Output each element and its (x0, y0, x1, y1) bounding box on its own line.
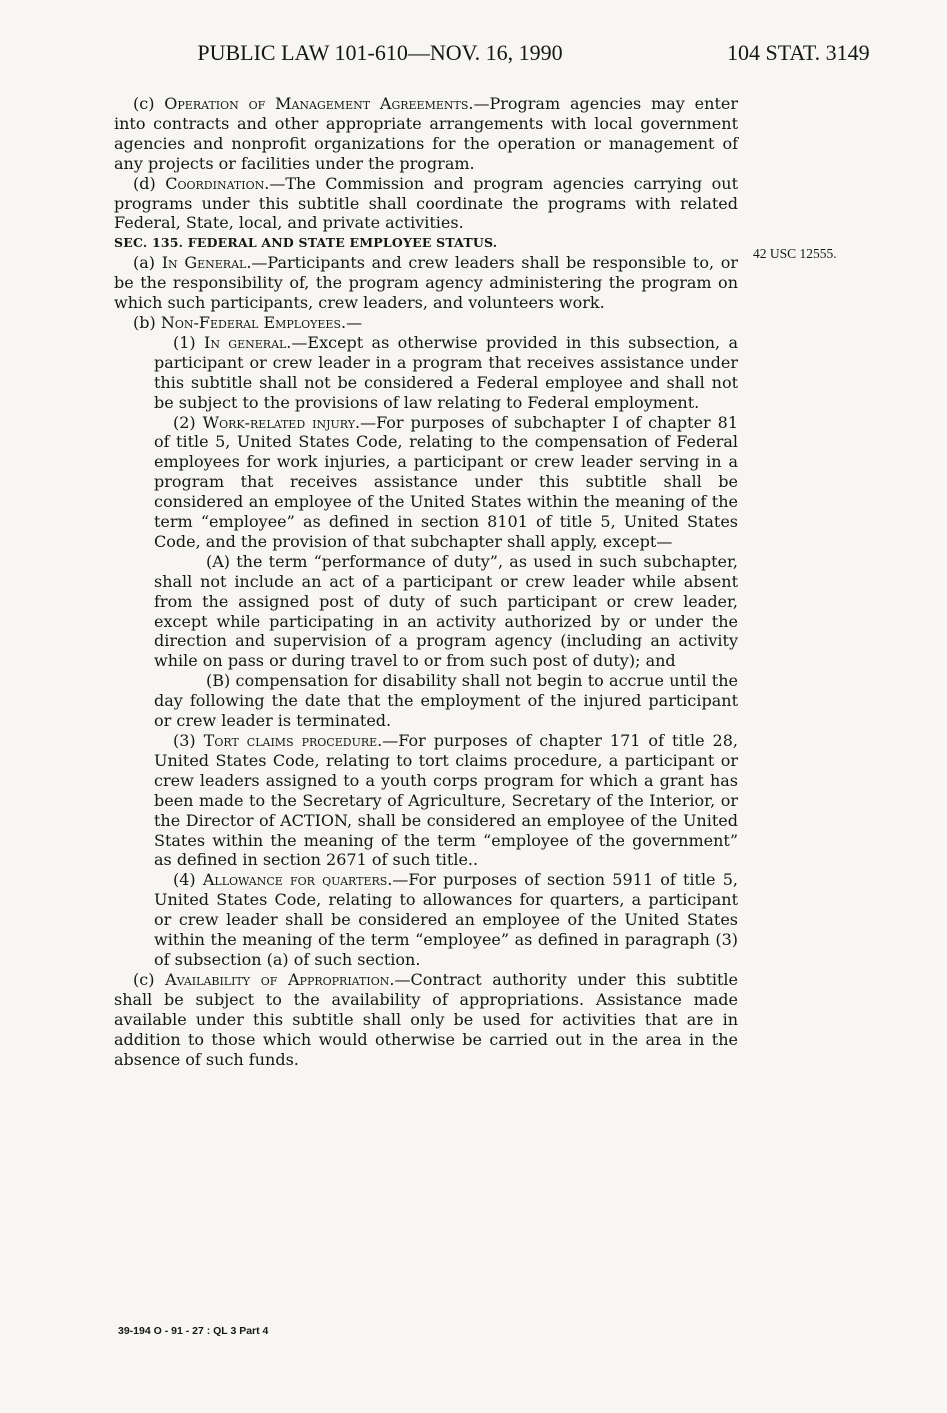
paragraph-label: (3) (173, 731, 204, 750)
paragraph-heading: In general. (204, 332, 292, 352)
paragraph-label: (2) (173, 412, 203, 432)
running-head: PUBLIC LAW 101-610—NOV. 16, 1990 (197, 40, 563, 65)
paragraph-b1-in-general (114, 333, 738, 413)
subsection-text: —Program agencies may enter into contracts and other appropriate arrangements with local government agencies and nonprofit organizations for the operation or management of any projects or facilities under the program. (114, 94, 739, 173)
subsection-text: —Participants and crew leaders shall be responsible to, or be the responsibility of, the program agency administering the program on which such participants, crew leaders, and volunteers work. (114, 253, 739, 313)
subsection-c-operation (114, 94, 738, 174)
paragraph-b4-quarters (114, 870, 738, 970)
subsection-heading: Operation of Management Agreements. (164, 94, 474, 113)
subsection-heading: Non-Federal Employees. (160, 312, 347, 332)
paragraph-heading: Allowance for quarters. (202, 870, 393, 890)
subsection-text: —Contract authority under this subtitle shall be subject to the availability of appropriations. Assistance made available under this subtitle shall only be used for activities that are in addition to those which would otherwise be carried out in the area in the absence of such funds. (114, 969, 739, 1069)
law-text (114, 94, 738, 1069)
paragraph-text: —For purposes of chapter 171 of title 28, United States Code, relating to tort claims procedure, a participant or crew leaders assigned to a youth corps program for which a grant has been made to the Secretary of Agriculture, Secretary of the Interior, or the Director of ACTION, shall be considered an employee of the United States within the meaning of the term “employee of the government” as defined in section 2671 of such title.. (154, 731, 739, 870)
paragraph-label: (1) (173, 332, 205, 352)
statute-page-number: 104 STAT. 3149 (727, 40, 870, 65)
subsection-label: (d) (133, 173, 166, 193)
subsection-heading: Availability of Appropriation. (165, 969, 395, 989)
subsection-heading: Coordination. (165, 173, 270, 193)
subsection-b-non-federal (114, 313, 738, 333)
subparagraph-A: (A) the term “performance of duty”, as used in such subchapter, shall not include an act of a participant or crew leader while absent from the assigned post of duty of such participant or crew leader, except while participating in an activity authorized by or under the direction and supervision of a program agency (including an activity while on pass or during travel to or from such post of duty); and (154, 551, 738, 671)
paragraph-text: —For purposes of subchapter I of chapter 81 of title 5, United States Code, relating to the compensation of Federal employees for work injuries, a participant or crew leader serving in a program that receives assistance under this subtitle shall be considered an employee of the United States within the meaning of the term “employee” as defined in section 8101 of title 5, United States Code, and the provision of that subchapter shall apply, except— (154, 412, 739, 551)
subsection-label: (a) (133, 253, 162, 273)
subsection-d-coordination (114, 174, 738, 234)
subsection-c-availability (114, 970, 738, 1070)
subsection-label: (c) (133, 94, 165, 113)
print-footer-code: 39-194 O - 91 - 27 : QL 3 Part 4 (118, 1325, 269, 1337)
usc-margin-citation: 42 USC 12555. (753, 246, 837, 261)
paragraph-b3-tort-claims (114, 731, 738, 870)
paragraph-heading: Tort claims procedure. (203, 731, 383, 750)
paragraph-heading: Work-related injury. (202, 412, 361, 432)
section-heading: SEC. 135. FEDERAL AND STATE EMPLOYEE STATUS. (114, 235, 498, 251)
subsection-label: (c) (133, 969, 166, 989)
subsection-heading: In General. (161, 253, 252, 273)
subsection-a-general (114, 253, 738, 313)
subsection-text: —The Commission and program agencies carrying out programs under this subtitle shall coordinate the programs with related Federal, State, local, and private activities. (114, 173, 738, 233)
subsection-label: (b) (133, 312, 161, 332)
paragraph-text: —For purposes of section 5911 of title 5, United States Code, relating to allowances for quarters, a participant or crew leader shall be considered an employee of the United States within the meaning of the term “employee” as defined in paragraph (3) of subsection (a) of such section. (154, 870, 738, 969)
paragraph-b2-work-injury (114, 413, 738, 552)
paragraph-label: (4) (173, 870, 203, 890)
subsection-text: — (346, 312, 363, 332)
subparagraph-B: (B) compensation for disability shall not begin to accrue until the day following the date that the employment of the injured participant or crew leader is terminated. (154, 671, 738, 731)
paragraph-text: —Except as otherwise provided in this subsection, a participant or crew leader in a program that receives assistance under this subtitle shall not be considered a Federal employee and shall not be subject to the provisions of law relating to Federal employment. (154, 332, 738, 412)
